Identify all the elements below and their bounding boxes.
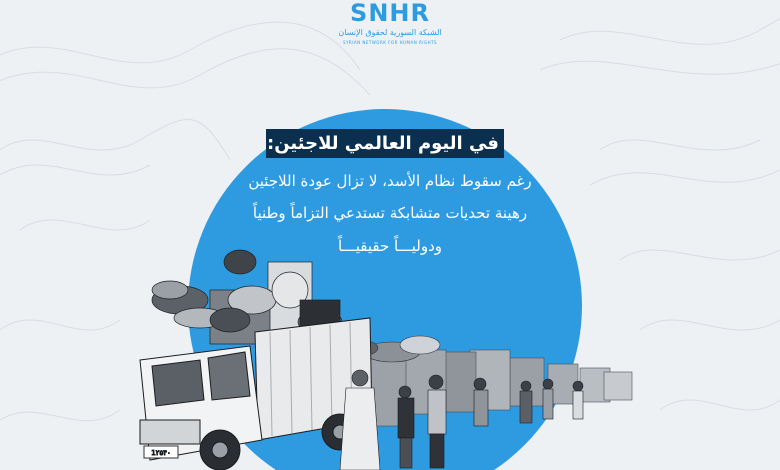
person-5	[520, 381, 532, 423]
person-6	[543, 379, 553, 419]
headline: في اليوم العالمي للاجئين:	[267, 133, 499, 154]
person-2	[398, 386, 414, 468]
body-line-2: رهينة تحديات متشابكة تستدعي التزاماً وطنياً	[252, 204, 528, 222]
logo-wordmark: SNHR	[350, 0, 430, 27]
person-7	[573, 381, 583, 419]
main-truck	[140, 318, 372, 470]
license-plate: 1۲۵۴۰	[151, 449, 171, 457]
person-4	[474, 378, 488, 426]
logo-english-name: SYRIAN NETWORK FOR HUMAN RIGHTS	[342, 40, 438, 45]
body-line-3: ودوليـــاً حقيقيـــاً	[337, 237, 443, 255]
body-line-1: رغم سقوط نظام الأسد، لا تزال عودة اللاجئين	[248, 172, 532, 190]
logo-arabic-name: الشبكة السورية لحقوق الإنسان	[338, 28, 442, 37]
